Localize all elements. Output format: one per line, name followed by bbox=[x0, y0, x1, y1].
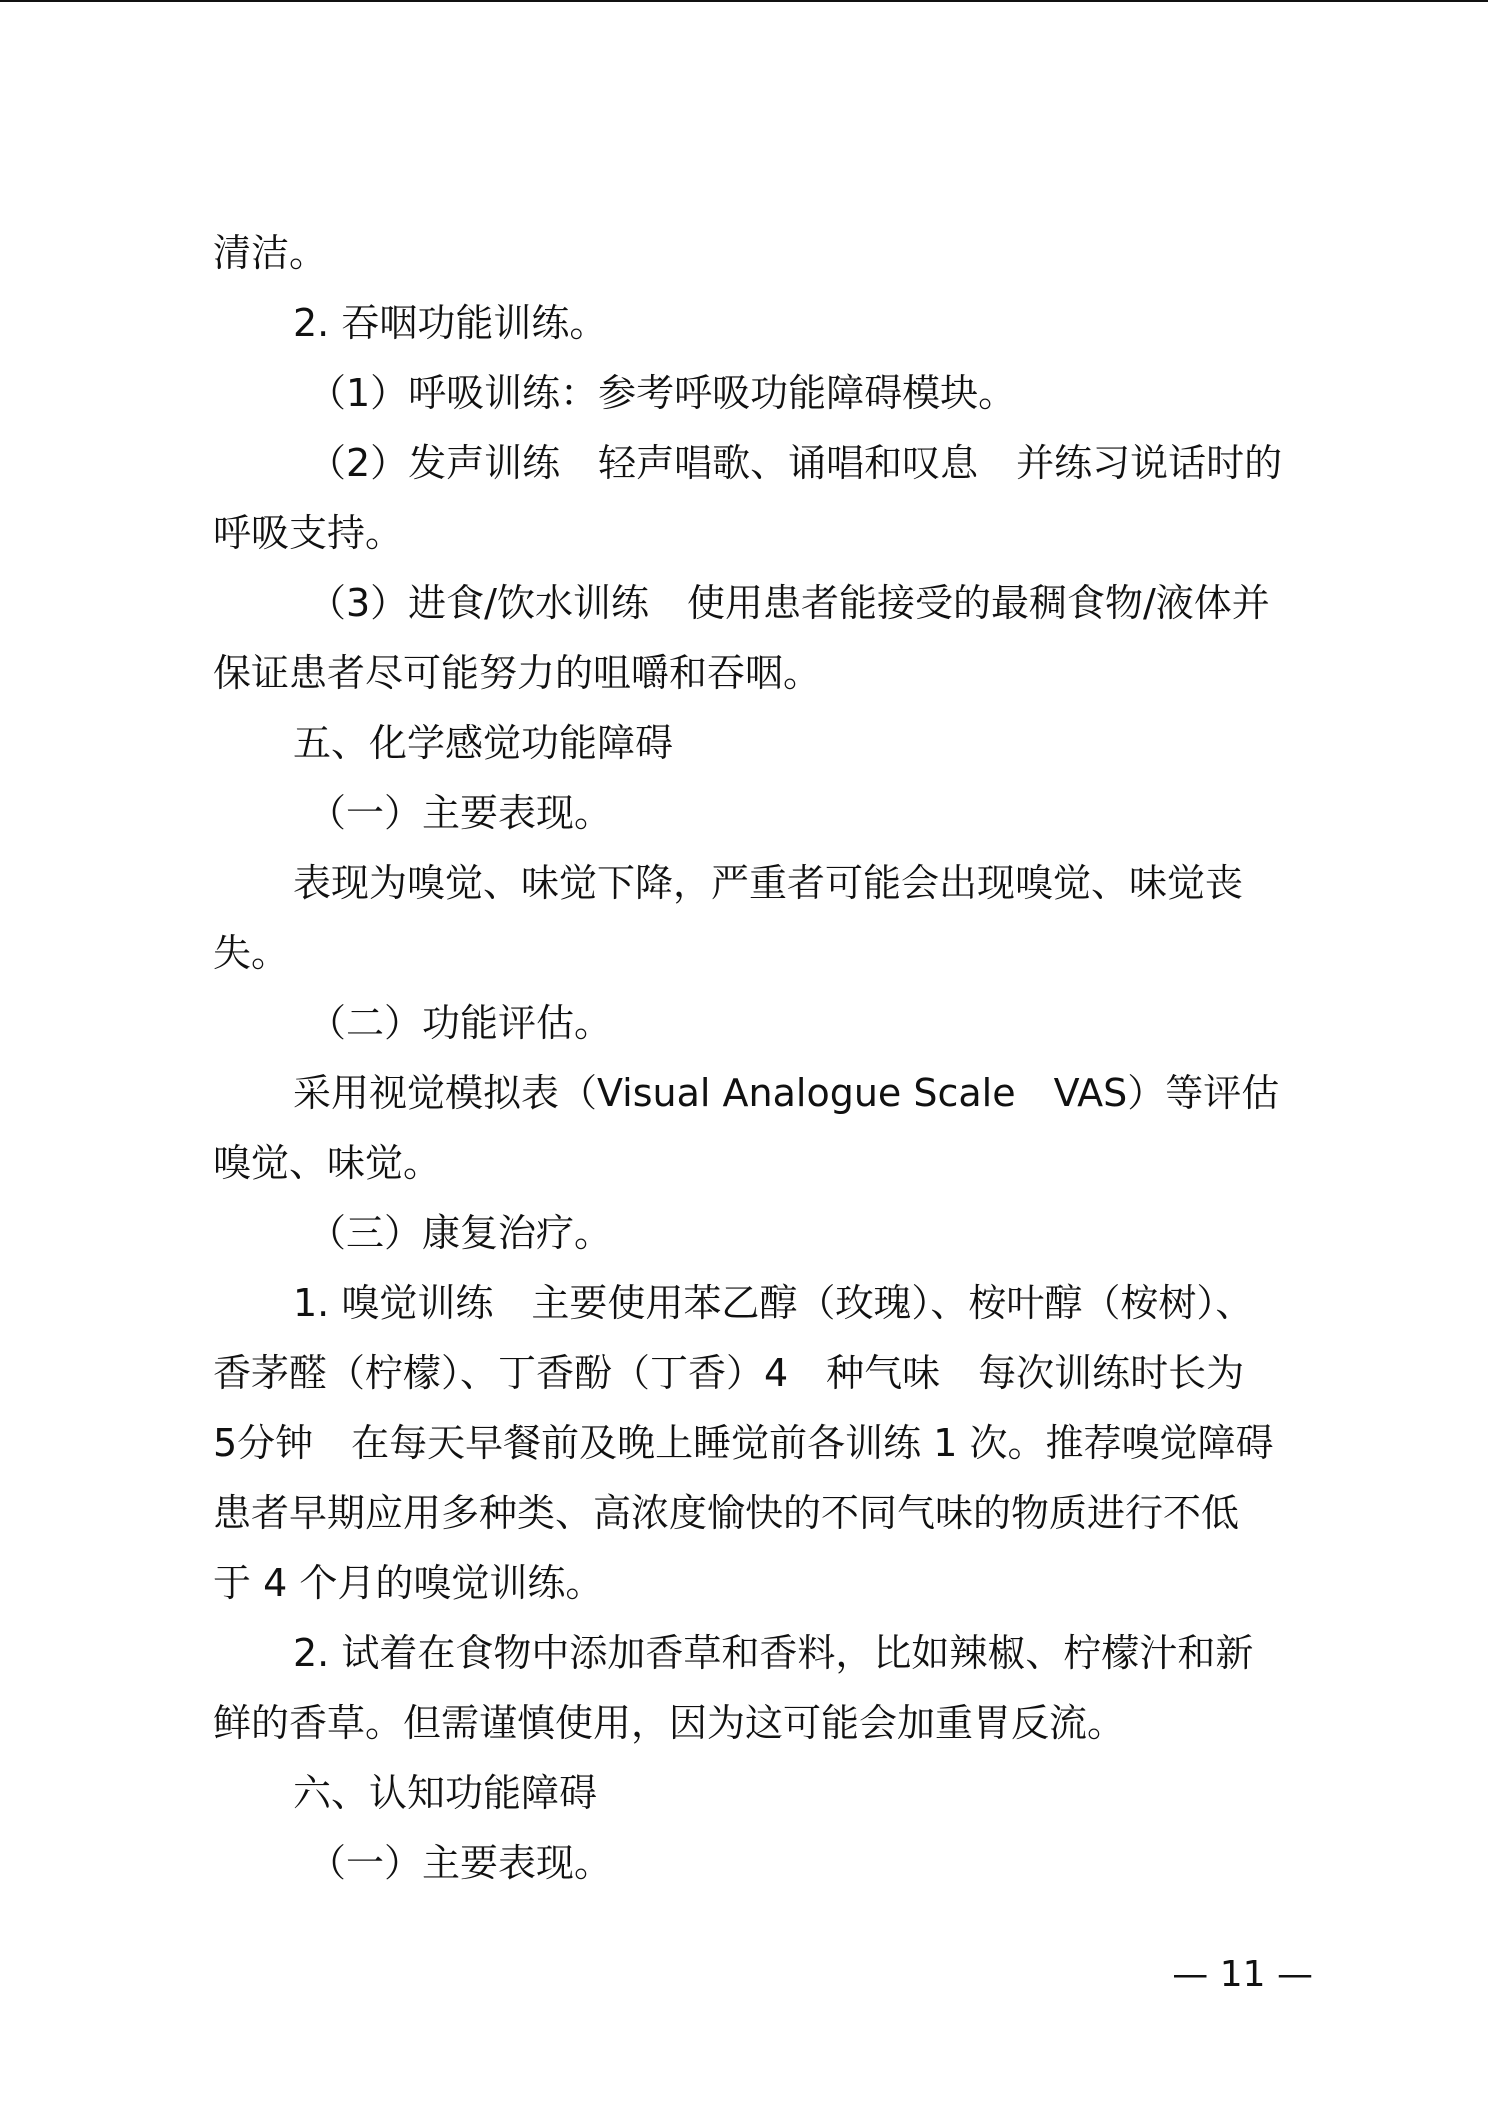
page-number: — 11 — bbox=[1172, 1954, 1313, 1995]
body-line: 清洁。 bbox=[213, 231, 328, 275]
subheading-main-symptoms: （一）主要表现。 bbox=[308, 1841, 613, 1885]
subheading-assessment: （二）功能评估。 bbox=[308, 1001, 613, 1045]
section-heading-cognitive: 六、认知功能障碍 bbox=[293, 1771, 598, 1815]
body-line: 保证患者尽可能努力的咀嚼和吞咽。 bbox=[213, 651, 822, 695]
paragraph-assessment: 采用视觉模拟表（Visual Analogue Scale VAS）等评估 bbox=[293, 1071, 1280, 1115]
subitem-eating-training: （3）进食/饮水训练 使用患者能接受的最稠食物/液体并 bbox=[308, 581, 1270, 625]
body-line: 鲜的香草。但需谨慎使用，因为这可能会加重胃反流。 bbox=[213, 1701, 1126, 1745]
body-line: 患者早期应用多种类、高浓度愉快的不同气味的物质进行不低 bbox=[213, 1491, 1240, 1535]
subitem-breathing-training: （1）呼吸训练：参考呼吸功能障碍模块。 bbox=[308, 371, 1017, 415]
subheading-main-symptoms: （一）主要表现。 bbox=[308, 791, 613, 835]
body-line: 于 4 个月的嗅觉训练。 bbox=[213, 1561, 604, 1605]
subitem-vocal-training: （2）发声训练 轻声唱歌、诵唱和叹息 并练习说话时的 bbox=[308, 441, 1283, 485]
paragraph-spices: 2. 试着在食物中添加香草和香料，比如辣椒、柠檬汁和新 bbox=[293, 1631, 1254, 1675]
document-body bbox=[213, 218, 1313, 1898]
top-border-line bbox=[0, 0, 1488, 2]
body-line: 香茅醛（柠檬）、丁香酚（丁香）4 种气味 每次训练时长为 bbox=[213, 1351, 1245, 1395]
body-line: 5分钟 在每天早餐前及晚上睡觉前各训练 1 次。推荐嗅觉障碍 bbox=[213, 1421, 1274, 1465]
section-heading-chemosensory: 五、化学感觉功能障碍 bbox=[293, 721, 674, 765]
paragraph-symptoms: 表现为嗅觉、味觉下降，严重者可能会出现嗅觉、味觉丧 bbox=[293, 861, 1244, 905]
subheading-rehab-treatment: （三）康复治疗。 bbox=[308, 1211, 613, 1255]
heading-swallow-training: 2. 吞咽功能训练。 bbox=[293, 301, 608, 345]
body-line: 嗅觉、味觉。 bbox=[213, 1141, 442, 1185]
paragraph-olfactory-training: 1. 嗅觉训练 主要使用苯乙醇（玫瑰）、桉叶醇（桉树）、 bbox=[293, 1281, 1254, 1325]
body-line: 呼吸支持。 bbox=[213, 511, 404, 555]
body-line: 失。 bbox=[213, 931, 290, 975]
